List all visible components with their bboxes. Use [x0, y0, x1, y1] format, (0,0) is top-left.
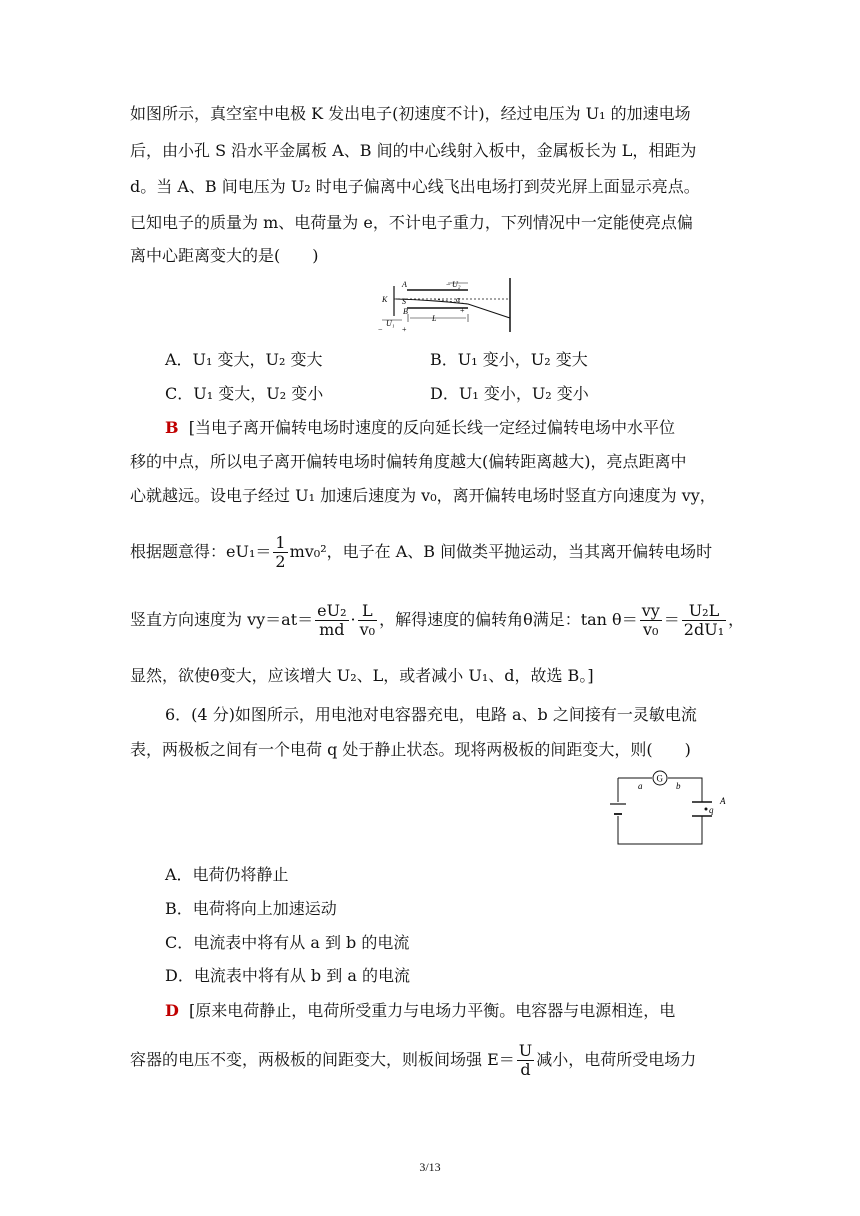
q6-answer: D [165, 1001, 179, 1020]
q5-explanation-line-5: 竖直方向速度为 vy＝at＝ $\frac{\text{eU₂}}{md}$ · $\frac{L}{\text{v₀}}$ ，解得速度的偏转角θ满足：tan θ＝ $\frac{vy}{\text{v₀}}$ ＝ $\frac{\text{U₂L}}{\text{2dU₁}}$ ， [130, 601, 745, 639]
q5-line-5: 离中心距离变大的是( ) [130, 246, 319, 265]
q6-option-c: C．电流表中将有从 a 到 b 的电流 [165, 933, 410, 952]
q6-option-d: D．电流表中将有从 b 到 a 的电流 [165, 966, 410, 985]
label-plus-right: + [460, 306, 465, 315]
label-b: b [676, 781, 681, 791]
label-U1: U₁ [386, 319, 395, 328]
q6-option-a: A．电荷仍将静止 [165, 865, 289, 884]
label-A: A [402, 280, 407, 289]
label-a: a [638, 781, 643, 791]
q5-line-2: 后，由小孔 S 沿水平金属板 A、B 间的中心线射入板中，金属板长为 L，相距为 [130, 141, 697, 160]
q6-line-1: 6．(4 分)如图所示，用电池对电容器充电，电路 a、b 之间接有一灵敏电流 [165, 705, 697, 724]
label-S: S [402, 297, 406, 306]
fraction-eU2-md: $\frac{\text{eU₂}}{md}$ [317, 601, 347, 639]
q5-explanation-line-3: 心就越远。设电子经过 U₁ 加速后速度为 v₀，离开偏转电场时竖直方向速度为 vy， [130, 486, 716, 505]
q5-explanation-line-1: B [当电子离开偏转电场时速度的反向延长线一定经过偏转电场中水平位 [165, 418, 675, 437]
page-number: 3/13 [419, 1160, 441, 1174]
q5-line-1: 如图所示，真空室中电极 K 发出电子(初速度不计)，经过电压为 U₁ 的加速电场 [130, 104, 691, 123]
label-L: L [432, 314, 437, 323]
q5-option-b: B．U₁ 变小，U₂ 变大 [430, 350, 588, 369]
fraction-one-half: $\frac{1}{2}$ [275, 533, 286, 571]
fraction-L-v0: $\frac{L}{\text{v₀}}$ [359, 601, 376, 639]
label-minus-bottom: − [378, 325, 383, 334]
label-q: q [709, 805, 714, 815]
fraction-U-d: $\frac{U}{d}$ [518, 1041, 533, 1079]
label-U2: U₂ [452, 280, 461, 289]
q5-option-a: A．U₁ 变大，U₂ 变大 [165, 350, 323, 369]
label-K: K [382, 295, 388, 304]
q5-explanation-line-6: 显然，欲使θ变大，应该增大 U₂、L，或者减小 U₁、d，故选 B。] [130, 666, 594, 685]
fraction-vy-v0: $\frac{vy}{\text{v₀}}$ [641, 601, 660, 639]
label-A-plate: A [720, 796, 726, 806]
q5-option-d: D．U₁ 变小，U₂ 变小 [430, 384, 589, 403]
fraction-U2L-2dU1: $\frac{\text{U₂L}}{\text{2dU₁}}$ [683, 601, 725, 639]
q6-explanation-line-1: D [原来电荷静止，电荷所受重力与电场力平衡。电容器与电源相连，电 [165, 1001, 676, 1020]
q6-option-b: B．电荷将向上加速运动 [165, 899, 337, 918]
q5-line-3: d。当 A、B 间电压为 U₂ 时电子偏离中心线飞出电场打到荧光屏上面显示亮点。 [130, 177, 700, 196]
label-plus-bottom: + [402, 325, 407, 334]
q5-deflection-figure [372, 276, 520, 338]
q5-line-4: 已知电子的质量为 m、电荷量为 e，不计电子重力，下列情况中一定能使亮点偏 [130, 213, 693, 232]
label-minus-top: − [446, 280, 451, 289]
q5-option-c: C．U₁ 变大，U₂ 变小 [165, 384, 324, 403]
q5-answer: B [165, 418, 179, 437]
label-G: G [656, 773, 663, 784]
q6-explanation-line-2: 容器的电压不变，两极板的间距变大，则板间场强 E＝ $\frac{U}{d}$ 减小，电荷所受电场力 [130, 1041, 697, 1079]
q6-circuit-figure [604, 766, 734, 850]
label-alpha: α [456, 295, 461, 304]
q6-line-2: 表，两极板之间有一个电荷 q 处于静止状态。现将两极板的间距变大，则( ) [130, 740, 691, 759]
label-B: B [403, 307, 408, 316]
q5-explanation-line-4: 根据题意得：eU₁＝ $\frac{1}{2}$ mv₀²，电子在 A、B 间做类平抛运动，当其离开偏转电场时 [130, 533, 713, 571]
q5-explanation-line-2: 移的中点，所以电子离开偏转电场时偏转角度越大(偏转距离越大)，亮点距离中 [130, 452, 687, 471]
